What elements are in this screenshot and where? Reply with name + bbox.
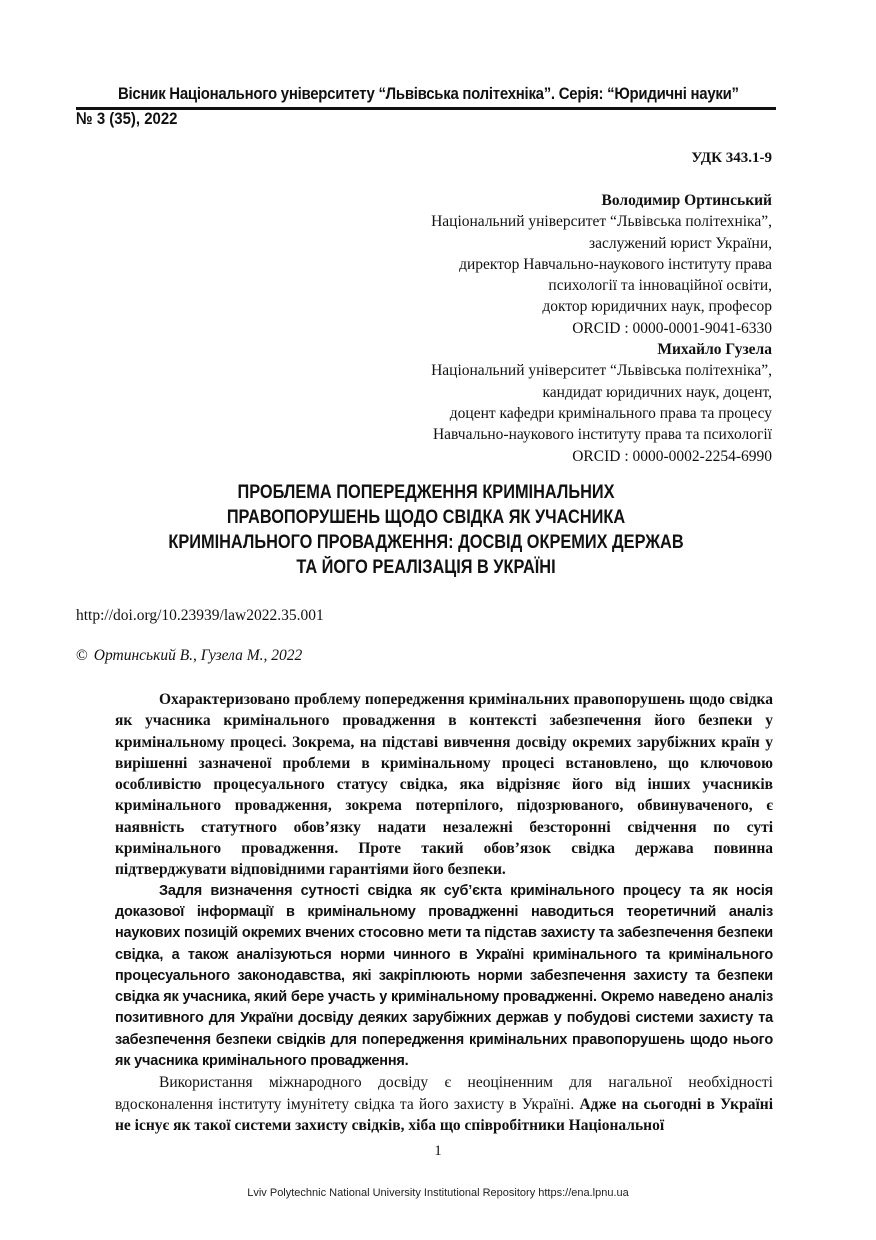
author-affiliation: Навчально-наукового інституту права та психології xyxy=(432,426,772,444)
title-line: КРИМІНАЛЬНОГО ПРОВАДЖЕННЯ: ДОСВІД ОКРЕМИХ ДЕРЖАВ xyxy=(168,532,684,553)
author-affiliation: директор Навчально-наукового інституту права xyxy=(459,255,772,273)
author-affiliation: Національний університет “Львівська політехніка”, xyxy=(431,213,772,231)
title-line: ПРАВОПОРУШЕНЬ ЩОДО СВІДКА ЯК УЧАСНИКА xyxy=(226,507,626,528)
author-name: Володимир Ортинський xyxy=(601,192,772,209)
abstract-paragraph: Охарактеризовано проблему попередження кримінальних правопорушень щодо свідка як учасника кримінального провадження в контексті забезпечення його безпеки у кримінальному процесі. Зокрема, на підставі вивчення досвіду окремих зарубіжних країн у вирішенні зазначеної проблеми в кримінальному процесі встановлено, що ключовою особливістю процесуального статусу свідка, яка відрізняє його від інших учасників кримінального провадження, зокрема потерпілого, підозрюваного, обвинуваченого, є наявність статутного обов’язку надати незалежні безсторонні свідчення по суті кримінального провадження. Проте такий обов’язок свідка держава повинна підтверджувати відповідними гарантіями його безпеки. xyxy=(115,691,773,879)
title-line: ТА ЙОГО РЕАЛІЗАЦІЯ В УКРАЇНІ xyxy=(296,557,556,578)
page-number: 1 xyxy=(434,1143,442,1159)
author-orcid: ORCID : 0000-0001-9041-6330 xyxy=(572,319,772,337)
author-affiliation: заслужений юрист України, xyxy=(588,234,772,252)
abstract-paragraph xyxy=(115,1072,773,1136)
repository-footer: Lviv Polytechnic National University Institutional Repository https://ena.lpnu.ua xyxy=(247,1187,629,1199)
abstract-text-normal: Використання міжнародного досвіду є неоціненним для нагальної необхідності вдосконалення інституту імунітету свідка та його захисту в Україні. xyxy=(115,1074,773,1113)
issue-number: № 3 (35), 2022 xyxy=(76,109,178,128)
author-orcid: ORCID : 0000-0002-2254-6990 xyxy=(572,447,772,465)
copyright-icon: © xyxy=(76,647,88,664)
journal-header xyxy=(76,84,776,110)
udc-code: УДК 343.1-9 xyxy=(691,150,772,166)
abstract xyxy=(115,689,773,1136)
author-affiliation: кандидат юридичних наук, доцент, xyxy=(542,383,772,401)
authors-block xyxy=(352,190,772,467)
author-affiliation: Національний університет “Львівська політехніка”, xyxy=(431,362,772,380)
author-affiliation: доктор юридичних наук, професор xyxy=(542,298,772,316)
author-affiliation: доцент кафедри кримінального права та процесу xyxy=(449,404,772,422)
abstract-text-bold: Адже на сьогодні в Україні не існує як такої системи захисту свідків, хіба що співробітники Національної xyxy=(115,1095,773,1134)
author-affiliation: психології та інноваційної освіти, xyxy=(548,277,772,295)
abstract-paragraph: Задля визначення сутності свідка як суб’єкта кримінального процесу та як носія доказової інформації в кримінальному провадженні наводиться теоретичний аналіз наукових позицій окремих вчених стосовно мети та підстав захисту та забезпечення безпеки свідка, а також аналізуються норми чинного в Україні кримінального та кримінального процесуального законодавства, які закріплюють норми забезпечення захисту та безпеки свідка як учасника, який бере участь у кримінальному провадженні. Окремо наведено аналіз позитивного для України досвіду деяких зарубіжних держав у побудові системи захисту та забезпечення безпеки свідків для попередження кримінальних правопорушень щодо нього як учасника кримінального провадження. xyxy=(115,882,773,1070)
copyright-text: Ортинський В., Гузела М., 2022 xyxy=(93,647,303,664)
doi-link[interactable]: http://doi.org/10.23939/law2022.35.001 xyxy=(76,607,324,624)
journal-title: Вісник Національного університету “Львівська політехніка”. Серія: “Юридичні науки” xyxy=(118,84,739,103)
article-title xyxy=(76,480,776,580)
copyright-line xyxy=(76,647,302,665)
title-line: ПРОБЛЕМА ПОПЕРЕДЖЕННЯ КРИМІНАЛЬНИХ xyxy=(237,482,615,503)
author-name: Михайло Гузела xyxy=(657,341,772,359)
